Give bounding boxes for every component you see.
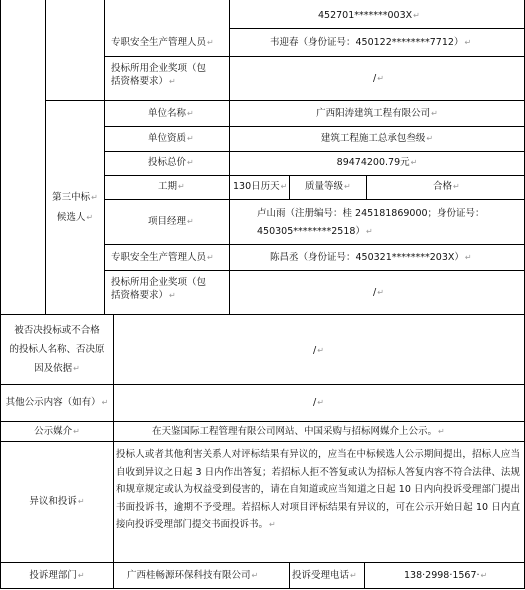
unit-qual-value: 建筑工程施工总承包叁级↵: [320, 133, 434, 144]
phone-label: 投诉受理电话↵: [292, 570, 357, 581]
quality-value: 合格↵: [433, 181, 460, 192]
rule: [0, 314, 524, 315]
rule: [104, 151, 524, 152]
top-id-value: 452701*******003X↵: [318, 10, 420, 21]
rule: [104, 0, 105, 315]
rule: [45, 100, 524, 101]
rule: [104, 270, 524, 271]
bid-total-label: 投标总价↵: [148, 157, 194, 168]
unit-name-value: 广西阳涛建筑工程有限公司↵: [316, 108, 438, 119]
rule: [229, 28, 524, 29]
unit-name-label: 单位名称↵: [148, 108, 194, 119]
rule: [289, 175, 290, 200]
c3-label: 第三中标↵ 候选人↵: [52, 192, 98, 223]
reject-value: /↵: [313, 345, 324, 356]
rule: [0, 588, 524, 589]
rule: [104, 244, 524, 245]
c2-awards-value: /↵: [373, 73, 384, 84]
rule: [0, 384, 524, 385]
c2-safety-label: 专职安全生产管理人员↵: [111, 37, 214, 48]
bid-total-value: 89474200.79元↵: [336, 157, 418, 168]
rule: [0, 441, 524, 442]
phone-value: 138·2998·1567·↵: [404, 570, 488, 581]
rule: [45, 0, 46, 315]
period-label: 工期↵: [158, 181, 185, 192]
rule: [366, 175, 367, 200]
rule: [0, 562, 524, 563]
dept-label: 投诉理部门↵: [29, 570, 85, 581]
dept-value: 广西桂畅源环保科技有限公司↵: [127, 570, 259, 581]
rule: [113, 562, 114, 589]
rule: [113, 314, 114, 563]
pm-value: 卢山雨（注册编号：桂 245181869000；身份证号： 450305********2518）↵: [257, 208, 485, 237]
objection-label: 异议和投诉↵: [29, 496, 85, 507]
c3-awards-label: 投标所用企业奖项（包 括资格要求）↵: [111, 277, 207, 301]
period-value: 130日历天↵: [233, 181, 288, 192]
c3-awards-value: /↵: [373, 287, 384, 298]
rule: [104, 175, 524, 176]
c3-safety-label: 专职安全生产管理人员↵: [111, 252, 214, 263]
quality-label: 质量等级↵: [305, 181, 351, 192]
objection-text: 投标人或者其他利害关系人对评标结果有异议的，应当在中标候选人公示期间提出，招标人应当自收到异议之日起 3 日内作出答复；若招标人拒不答复或认为招标人答复内容不符合法律、法规和规章规定或认为权益受到侵害的，请在自知道或应当知道之日起 10 日内向投诉受理部门提出书面投诉书，逾期不予受理。若招标人对项目评标结果有异议的，可在公示开始日起 10 日内直接向投诉受理部门提交书面投诉书。↵: [116, 449, 520, 530]
reject-label: 被否决投标或不合格 的投标人名称、否决原 因及依据↵: [9, 325, 105, 374]
pm-label: 项目经理↵: [148, 216, 194, 227]
rule: [364, 562, 365, 589]
rule: [104, 199, 524, 200]
rule: [104, 56, 524, 57]
c3-safety-value: 陈昌丞（身份证号：450321********203X）↵: [270, 252, 472, 263]
rule: [0, 421, 524, 422]
unit-qual-label: 单位资质↵: [148, 133, 194, 144]
c2-awards-label: 投标所用企业奖项（包 括资格要求）↵: [111, 63, 207, 87]
media-label: 公示媒介↵: [34, 426, 80, 437]
other-label: 其他公示内容（如有）↵: [5, 397, 109, 408]
rule: [289, 562, 290, 589]
other-value: /↵: [313, 397, 324, 408]
c2-safety-value: 韦迎春（身份证号：450122********7712）↵: [270, 37, 472, 48]
rule: [104, 126, 524, 127]
media-value: 在天鉴国际工程管理有限公司网站、中国采购与招标网媒介上公示。↵: [152, 426, 445, 437]
